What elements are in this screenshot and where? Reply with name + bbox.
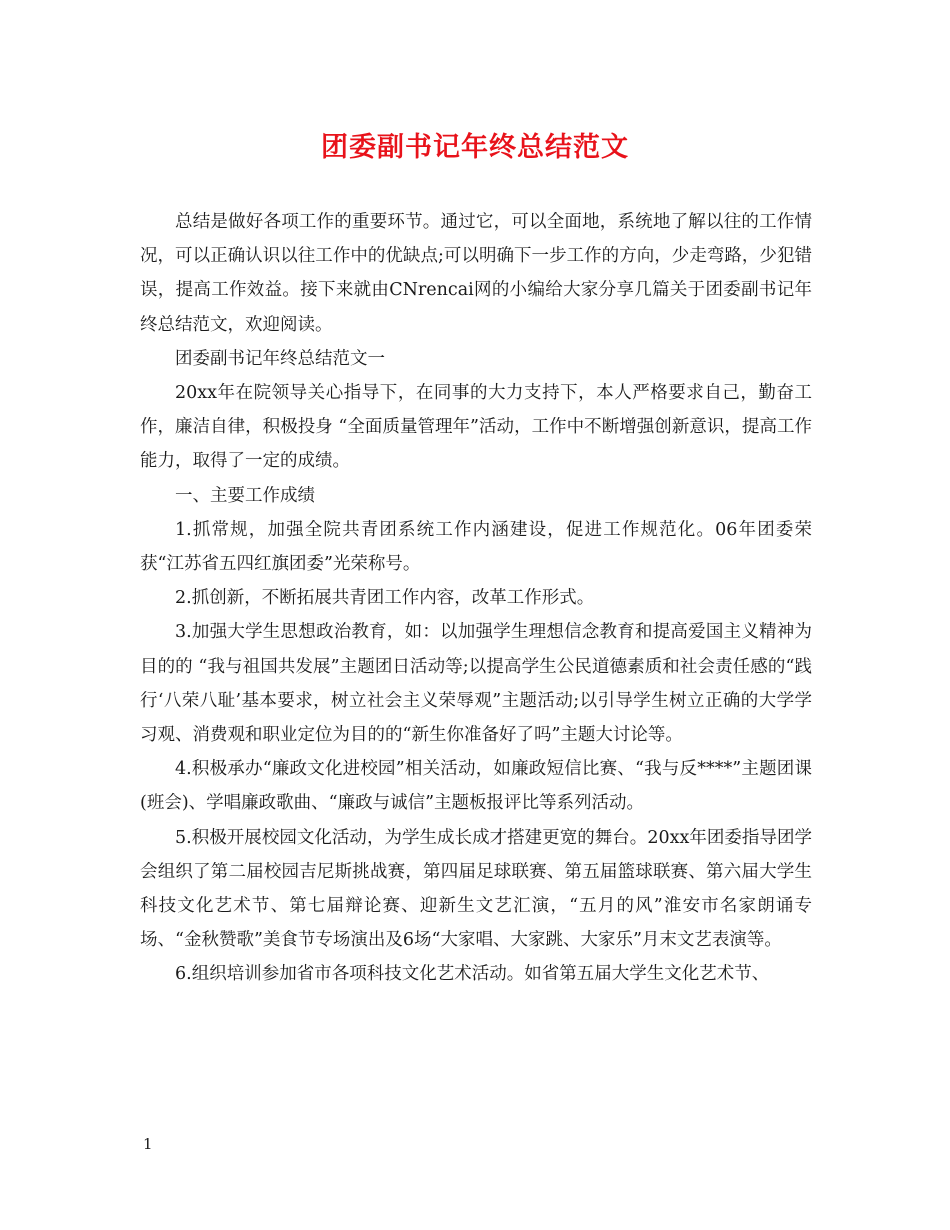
paragraph-item-2: 2.抓创新，不断拓展共青团工作内容，改革工作形式。 — [175, 588, 595, 609]
paragraph-subheading: 一、主要工作成绩 — [175, 485, 315, 506]
paragraph-overview: 20xx年在院领导关心指导下，在同事的大力支持下，本人严格要求自己，勤奋工作，廉洁自律，积极投身 “全面质量管理年”活动，工作中不断增强创新意识，提高工作能力，取得了一定的成绩。 — [140, 383, 812, 472]
paragraph-intro: 总结是做好各项工作的重要环节。通过它，可以全面地，系统地了解以往的工作情况，可以正确认识以往工作中的优缺点;可以明确下一步工作的方向，少走弯路，少犯错误，提高工作效益。接下来就由CNrencai网的小编给大家分享几篇关于团委副书记年终总结范文，欢迎阅读。 — [140, 212, 812, 335]
paragraph-item-1: 1.抓常规，加强全院共青团系统工作内涵建设，促进工作规范化。06年团委荣获“江苏省五四红旗团委”光荣称号。 — [140, 519, 812, 575]
document-body — [140, 205, 812, 992]
document-title: 团委副书记年终总结范文 — [321, 132, 629, 163]
paragraph-item-4: 4.积极承办“廉政文化进校园”相关活动，如廉政短信比赛、“我与反****”主题团课(班会)、学唱廉政歌曲、“廉政与诚信”主题板报评比等系列活动。 — [140, 759, 812, 814]
paragraph-section-heading: 团委副书记年终总结范文一 — [175, 348, 385, 369]
page-number: 1 — [143, 1135, 153, 1153]
paragraph-item-3: 3.加强大学生思想政治教育，如：以加强学生理想信念教育和提高爱国主义精神为目的的 “我与祖国共发展”主题团日活动等;以提高学生公民道德素质和社会责任感的“践行‘八荣八耻’基本要求，树立社会主义荣辱观”主题活动;以引导学生树立正确的大学学习观、消费观和职业定位为目的的“新生你准备好了吗”主题大讨论等。 — [140, 622, 812, 746]
paragraph-item-6: 6.组织培训参加省市各项科技文化艺术活动。如省第五届大学生文化艺术节、 — [175, 964, 770, 985]
paragraph-item-5: 5.积极开展校园文化活动，为学生成长成才搭建更宽的舞台。20xx年团委指导团学会组织了第二届校园吉尼斯挑战赛，第四届足球联赛、第五届篮球联赛、第六届大学生科技文化艺术节、第七届辩论赛、迎新生文艺汇演，“五月的风”淮安市名家朗诵专场、“金秋赞歌”美食节专场演出及6场“大家唱、大家跳、大家乐”月末文艺表演等。 — [140, 827, 812, 951]
